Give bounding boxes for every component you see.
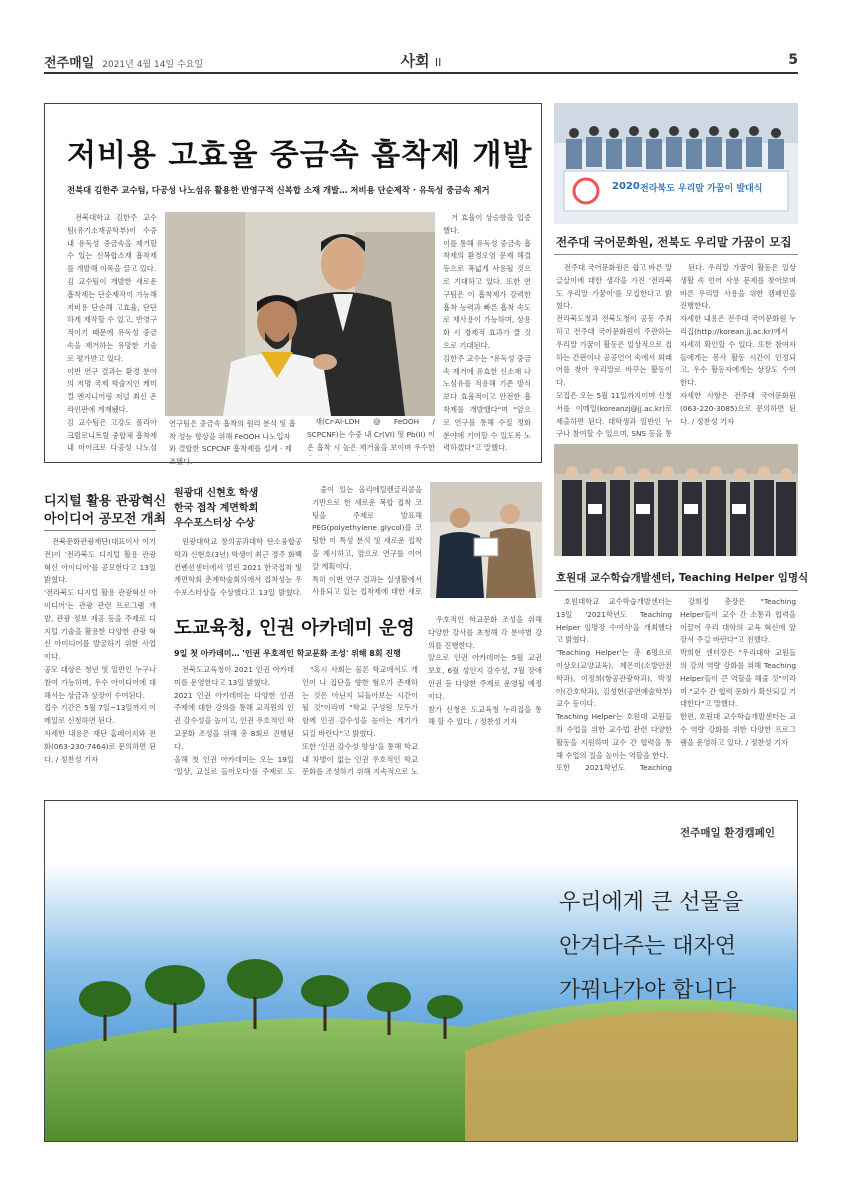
- campaign-line-1: 우리에게 큰 선물을: [559, 890, 744, 915]
- mid2-headline-1: 원광대 신현호 학생: [174, 488, 259, 499]
- scientists-illustration: [165, 212, 435, 416]
- edu-headline: 도교육청, 인권 아카데미 운영: [174, 618, 415, 639]
- group-illustration: [554, 444, 798, 556]
- ceremony-photo: [554, 103, 798, 224]
- right2-headline: 호원대 교수학습개발센터, Teaching Helper 임명식: [556, 572, 809, 584]
- main-col-1-text: 전북대학교 김한주 교수팀(유기소재공학부)이 수중 내 유독성 중금속을 제거할 수 있는 신복합소재 흡착제를 개발해 이목을 끌고 있다. 김 교수팀이 개발한 새로운 흡착제는 단순제작이 가능해 저비용 단순해 고효율, 단단하게 제작할 수 있고, 반영구적이기 때문에 유독성 중금속을 제거하는 유망한 기술로 평가받고 있다. 이번 연구 결과는 환경 분야의 저명 국제 학술지인 케미컬 엔지니어링 저널 최신 온라인판에 게재됐다. 김 교수팀은 고강도 폴리아크릴로니트릴 중합체 흡착제 내 마이크로 다공성 나노섬: [67, 213, 157, 452]
- section-title: [0, 50, 842, 71]
- right2-col-1-text: 호원대학교 교수학습개발센터는 13일 '2021학년도 Teaching Helper 임명장 수여식'을 개최했다고 밝혔다. 'Teaching Helper'는 총 6명으로 이상오(교양교육), 제은미(소방안전학과), 이정희(항공관광학과), 박정아(간호학과), 김성현(공연예술학부) 교수 등이다. Teaching Helper는 호원대 교원들의 수업을 위한 교수법 관련 다양한 활동을 지원하며 교수 간 협력을 통해 수업의 질을 높이는 역할을 한다. 또한 2021학년도 Teaching: [556, 597, 672, 773]
- right2-col-2: [680, 596, 796, 776]
- banner-year: 2020: [612, 181, 640, 192]
- campaign-landscape: [45, 801, 798, 1142]
- campaign-line-2: 안겨다주는 대자연: [559, 934, 737, 959]
- right1-col-1-text: 전주대 국어문화원은 쉽고 바른 말글살이에 대한 생각을 가진 '전라북도 우리말 가꿈이'를 모집한다고 밝혔다. 전라북도청과 전북도청이 공동 주최하고 전주대 국어문화원이 주관하는 우리말 가꿈이 활동은 일상적으로 접하는 간판이나 공공언어 속에서 외래어를 찾아 우리말로 바꾸는 활동이다. 모집은 오는 5월 11일까지이며 신청서를 이메일(koreanzj@jj.ac.kr)로 제출하면 된다. 대학생과 일반인 누구나 참여할 수 있으며, SNS 등을 통: [556, 263, 672, 438]
- paper-name: 전주매일: [44, 56, 95, 71]
- page-number: 5: [788, 52, 798, 68]
- edu-col-2-text: "혹시 사회는 물론 학교에서도 개인이 나 집단을 향한 혐오가 존재하는 것은 아닌지 되돌아보는 시간이 될 것"이라며 "학교 구성원 모두가 함께 인권 감수성을 높이는 계기가 되길 바란다"고 밝혔다. 또한 '인권 감수성 향상'을 통해 학교 내 차별이 없는 인권 우호적인 학교문화를 조성하기 위해 지속적으로 노: [302, 665, 418, 776]
- main-col-1: [67, 212, 157, 452]
- banner-text: 전라북도 우리말 가꿈이 발대식: [640, 184, 763, 194]
- edu-subhead: 9일 첫 아카데미… '인권 우호적인 학교문화 조성' 위해 8회 진행: [174, 649, 401, 658]
- main-col-4-text: 거 효율이 상승함을 입증했다. 이를 통해 유독성 중금속 흡착제의 환경오염 문제 해결 등으로 폭넓게 사용될 것으로 기대하고 있다. 또한 연구팀은 이 흡착제가 강력한 흡착 능력과 빠른 흡착 속도로 재사용이 가능하며, 상용화 시 경제적 효과가 클 것으로 기대된다. 김한주 교수는 "유독성 중금속 제거에 유효한 신소재 나노섬유를 적용해 기존 방식보다 효율적이고 안전한 흡착제를 개발했다"며 "앞으로 연구를 통해 수질 정화 분야에 기여할 수 있도록 노력하겠다"고 말했다.: [443, 213, 531, 453]
- ceremony-illustration: [554, 103, 798, 224]
- header-rule: [44, 72, 798, 74]
- main-headline: 저비용 고효율 중금속 흡착제 개발: [67, 138, 533, 173]
- right1-col-2-text: 된다. 우리말 가꿈이 활동은 일상생활 속 언어 사용 문제를 찾아보며 바른 우리말 사용을 위한 캠페인을 진행한다. 자세한 내용은 전주대 국어문화원 누리집(http://korean.jj.ac.kr)에서 자세히 확인할 수 있다. 또한 참여자들에게는 봉사 활동 시간이 인정되고, 우수 활동자에게는 상장도 수여한다. 자세한 사항은 전주대 국어문화원(063-220-3085)으로 문의하면 된다. / 정찬성 기자: [680, 263, 796, 426]
- main-photo-caption: 연구팀은 중금속 흡착의 원리 분석 및 흡착 성능 향상을 위해 FeOOH 나노입자와 결합한 SCPCNF 흡착제를 설계 ‧ 제조했다.: [165, 416, 300, 456]
- right2-col-2-text: 강희정 총장은 "Teaching Helper들이 교수 간 소통과 협력을 이끌어 우리 대학의 교육 혁신에 앞장서 주길 바란다"고 전했다. 박희현 센터장은 "우리대학 교원들의 강의 역량 강화를 위해 Teaching Helper들이 큰 역할을 해줄 것"이라며 "교수 간 협력 문화가 확산되길 기대한다"고 말했다. 한편, 호원대 교수학습개발센터는 교수 역량 강화를 위한 다양한 프로그램을 운영하고 있다. / 정찬성 기자: [680, 597, 796, 747]
- left2-rule: [44, 530, 156, 531]
- left2-headline-2: 아이디어 공모전 개최: [44, 512, 167, 527]
- edu-col-1: [174, 664, 294, 776]
- edu-col-2: [302, 664, 418, 776]
- campaign-label: 전주매일 환경캠페인: [680, 827, 775, 839]
- edu-col-3-text: 우호적인 학교문화 조성을 위해 다양한 강사를 초청해 각 분야별 강의를 진행한다. 앞으로 인권 아카데미는 5월 교권 보호, 6월 성인지 감수성, 7월 장애 인권 등 다양한 주제로 운영될 예정이다. 참가 신청은 도교육청 누리집을 통해 할 수 있다. / 정찬성 기자: [428, 615, 542, 727]
- main-col-4: [443, 212, 531, 456]
- right2-rule: [554, 590, 798, 591]
- main-col-3-text: 재(Cr-Al-LDH @ FeOOH / SCPCNF)는 수중 내 Cr(VI) 및 Pb(II) 이온 흡착 시 높은 제거율을 보이며 우수한: [307, 417, 435, 452]
- right1-col-1: [556, 262, 672, 438]
- award-photo: [430, 482, 542, 598]
- right1-headline: 전주대 국어문화원, 전북도 우리말 가꿈이 모집: [556, 235, 792, 249]
- left2-headline-1: 디지털 활용 관광혁신: [44, 494, 167, 509]
- campaign-line-3: 가꿔나가야 합니다: [559, 978, 737, 1003]
- award-illustration: [430, 482, 542, 598]
- photo-side-body-text: 줄이 있는 올리에틸렌글리콜을 기반으로 한 새로운 복합 접착 코팅을 주제로 발표해 PEG(polyethylene glycol)를 코팅한 이 특성 분석 및 새로운 접착을 제시하고, 앞으로 연구를 이어갈 계획이다. 특히 이번 연구 결과는 실생활에서 사용되고 있는 접착제에 대한 새로: [312, 485, 422, 597]
- right1-col-2: [680, 262, 796, 438]
- mid2-headline-3: 우수포스터상 수상: [174, 518, 255, 529]
- mid2-body-text: 원광대학교 창의공과대학 탄소융합공학과 신현호(3년) 학생이 최근 경주 화백컨벤션센터에서 열린 2021 한국접착 및 계면학회 춘계학술회의에서 접착성능 우수포스터상을 수상했다고 13일 밝혔다.: [174, 537, 302, 598]
- left2-body-text: 전북문화관광재단(대표이사 이기전)이 '전라북도 디지털 활용 관광혁신 아이디어'를 공모한다고 13일 밝혔다. '전라북도 디지털 활용 관광혁신 아이디어'는 관광 관련 프로그램 개발, 관광 정보 제공 등을 주제로 디지털 기술을 활용한 다양한 관광 혁신 아이디어를 발굴하기 위한 사업이다. 공모 대상은 청년 및 일반인 누구나 참여 가능하며, 우수 아이디어에 대해서는 상금과 상장이 수여된다. 접수 기간은 5월 7일~13일까지 이메일로 신청하면 된다. 자세한 내용은 재단 홈페이지와 전화(063-230-7464)로 문의하면 된다. / 정찬성 기자: [44, 537, 156, 764]
- edu-col-1-text: 전북도교육청이 2021 인권 아카데미를 운영한다고 13일 밝혔다. 2021 인권 아카데미는 다양한 인권 주제에 대한 강의를 통해 교직원의 인권 감수성을 높이고, 인권 우호적인 학교문화 조성을 위해 총 8회로 진행된다. 올해 첫 인권 아카데미는 오는 19일 '일상, 교실로 들어오다'를 주제로 도: [174, 665, 294, 776]
- right1-rule: [554, 254, 798, 255]
- scientists-photo: [165, 212, 435, 416]
- section-name: 사회: [400, 52, 430, 70]
- main-article: [44, 103, 542, 466]
- main-subhead: 전북대 김한주 교수팀, 다공성 나노섬유 활용한 반영구적 신복합 소재 개발… 저비용 단순제작 · 유독성 중금속 제거: [67, 185, 490, 195]
- edu-col-3: [428, 614, 542, 776]
- mid2-headline-2: 한국 접착 계면학회: [174, 503, 259, 514]
- right2-col-1: [556, 596, 672, 776]
- main-col-3: [307, 416, 435, 456]
- section-sub: II: [434, 56, 442, 69]
- left2-body: [44, 536, 156, 776]
- environment-campaign: [44, 800, 798, 1142]
- issue-date: 2021년 4월 14일 수요일: [102, 60, 204, 70]
- group-photo: [554, 444, 798, 556]
- photo-side-body: [312, 484, 422, 600]
- mid2-body: [174, 536, 302, 600]
